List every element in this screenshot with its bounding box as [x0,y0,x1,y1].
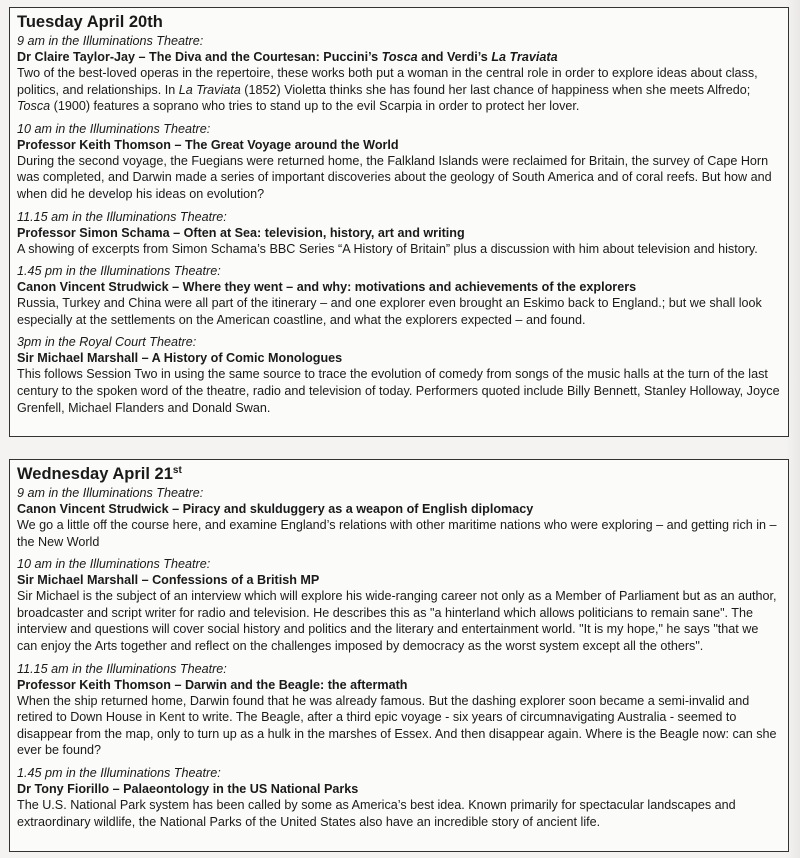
session-description: We go a little off the course here, and examine England’s relations with other maritime nations who were exploring – and getting rich in – the New World [17,518,777,549]
session-time: 9 am in the Illuminations Theatre: [17,486,204,500]
session-time: 1.45 pm in the Illuminations Theatre: [17,264,221,279]
day-heading-ordinal: st [172,465,182,476]
session [17,765,780,830]
session-description: A showing of excerpts from Simon Schama’s BBC Series “A History of Britain” plus a discussion with him about television and history. [17,241,758,256]
session [17,485,780,550]
session-title: Dr Tony Fiorillo – Palaeontology in the US National Parks [17,781,359,796]
session-title: Professor Keith Thomson – Darwin and the Beagle: the aftermath [17,677,408,692]
session-time: 3pm in the Royal Court Theatre: [17,335,197,350]
session-title: Sir Michael Marshall – Confessions of a British MP [17,573,320,588]
session [17,33,780,115]
session [17,121,780,203]
session-description: During the second voyage, the Fuegians were returned home, the Falkland Islands were reclaimed for Britain, the survey of Cape Horn was completed, and Darwin made a series of important discoveries about the geology of South America and of coral reefs. But how and when did he develop his ideas on evolution? [17,153,772,201]
session-title: Professor Keith Thomson – The Great Voyage around the World [17,137,399,152]
session-time: 10 am in the Illuminations Theatre: [17,557,211,572]
day-heading: Tuesday April 20th [17,13,163,31]
session-time: 1.45 pm in the Illuminations Theatre: [17,765,221,780]
opera-title: Tosca [381,50,418,64]
session [17,263,780,328]
day-panel-tuesday [9,7,789,437]
day-heading [17,464,780,484]
session-time: 10 am in the Illuminations Theatre: [17,121,211,136]
session-description: When the ship returned home, Darwin found that he was already famous. But the dashing explorer soon became a semi-invalid and retired to Down House in Kent to write. The Beagle, after a third epic voyage - six years of circumnavigating Australia - seemed to disappear from the map, only to turn up as a hulk in the marshes of Essex. And then disappear again. Where is the Beagle now: can she ever be found? [17,693,777,758]
opera-title: La Traviata [491,50,558,64]
session [17,556,780,654]
session-title: Sir Michael Marshall – A History of Comic Monologues [17,351,343,366]
day-panel-wednesday [9,459,789,852]
session [17,334,780,416]
session-description: This follows Session Two in using the same source to trace the evolution of comedy from songs of the music halls at the turn of the last century to the spoken word of the theatre, radio and television of today. Performers quoted include Billy Bennett, Stanley Holloway, Joyce Grenfell, Michael Flanders and Donald Swan. [17,367,780,415]
session-description: Sir Michael is the subject of an interview which will explore his wide-ranging career not only as a Member of Parliament but as an author, broadcaster and script writer for radio and television. He describes this as "a hinterland which allows politicians to remain sane". The interview and questions will cover social history and politics and the literary and entertainment world. "It is my hope," he says "that we can enjoy the Arts together and reflect on the challenges imposed by democracy as the worst system except all the others". [17,589,777,653]
session-title: Professor Simon Schama – Often at Sea: television, history, art and writing [17,225,465,240]
session-title: Dr Claire Taylor-Jay – The Diva and the Courtesan: Puccini’s Tosca and Verdi’s La Traviata [17,50,558,64]
session-title: Canon Vincent Strudwick – Where they went – and why: motivations and achievements of the explorers [17,280,637,295]
session-time: 11.15 am in the Illuminations Theatre: [17,661,227,676]
session [17,209,780,258]
session-time: 9 am in the Illuminations Theatre: [17,34,204,48]
opera-title: Tosca [17,99,51,114]
session [17,661,780,759]
session-description: Two of the best-loved operas in the repertoire, these works both put a woman in the central role in order to explore ideas about class, politics, and relationships. In La Traviata (1852) Violetta thinks she has found her last chance of happiness when she meets Alfredo; Tosca (1900) features a soprano who tries to stand up to the evil Scarpia in order to protect her lover. [17,66,758,114]
session-time: 11.15 am in the Illuminations Theatre: [17,209,227,224]
day-heading-text: Wednesday April 21 [17,465,173,483]
session-description: The U.S. National Park system has been called by some as America’s best idea. Known primarily for spectacular landscapes and extraordinary wildlife, the National Parks of the United States also have an incredible story of ancient life. [17,797,736,829]
session-description: Russia, Turkey and China were all part of the itinerary – and one explorer even brought an Eskimo back to England.; but we shall look especially at the settlements on the American coastline, and what the explorers expected – and found. [17,296,762,327]
session-title: Canon Vincent Strudwick – Piracy and skulduggery as a weapon of English diplomacy [17,502,534,516]
opera-title: La Traviata [178,82,241,97]
